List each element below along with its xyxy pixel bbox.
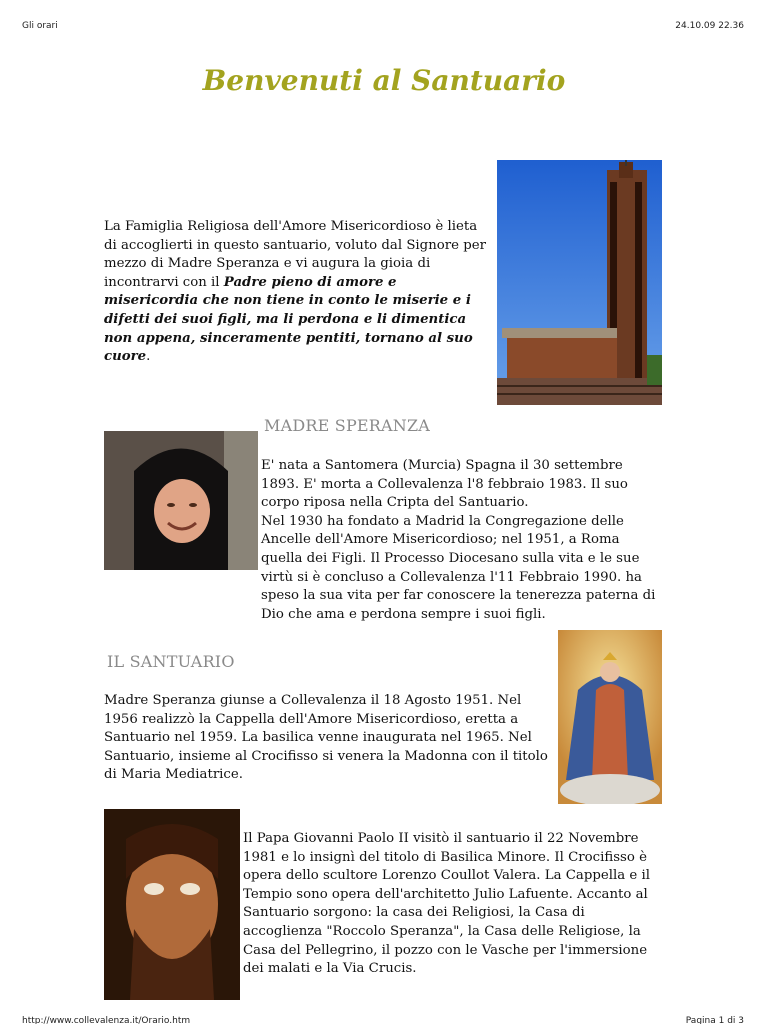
madre-speranza-text-1: E' nata a Santomera (Murcia) Spagna il 30 settembre 1893. E' morta a Collevalenza l'8 febbraio 1983. Il suo corpo riposa nella Cripta del Santuario. — [261, 458, 628, 511]
madre-speranza-heading: MADRE SPERANZA — [264, 416, 431, 435]
santuario-text: Madre Speranza giunse a Collevalenza il 18 Agosto 1951. Nel 1956 realizzò la Cappella dell'Amore Misericordioso, eretta a Santuario nel 1959. La basilica venne inaugurata nel 1965. Nel Santuario, insieme al Crocifisso si venera la Madonna con il titolo di Maria Mediatrice. — [104, 693, 548, 783]
madre-speranza-text — [261, 457, 661, 624]
madre-speranza-text-2: Nel 1930 ha fondato a Madrid la Congregazione delle Ancelle dell'Amore Misericordioso; nel 1951, a Roma quella dei Figli. Il Processo Diocesano sulla vita e le sue virtù si è concluso a Collevalenza l'11 Febbraio 1990. ha speso la sua vita per far conoscere la tenerezza paterna di Dio che ama e perdona sempre i suoi figli. — [261, 513, 656, 622]
intro-end: . — [146, 349, 151, 365]
intro-paragraph — [104, 218, 492, 367]
santuario-heading: IL SANTUARIO — [107, 652, 235, 671]
madre-speranza-photo — [104, 431, 258, 570]
print-footer-url: http://www.collevalenza.it/Orario.htm — [22, 1016, 191, 1024]
print-header-timestamp: 24.10.09 22.36 — [675, 21, 744, 31]
page-title: Benvenuti al Santuario — [202, 64, 566, 97]
madonna-image — [558, 630, 662, 804]
papa-visit-text: Il Papa Giovanni Paolo II visitò il santuario il 22 Novembre 1981 e lo insignì del titolo di Basilica Minore. Il Crocifisso è opera dello scultore Lorenzo Coullot Valera. La Cappella e il Tempio sono opera dell'architetto Julio Lafuente. Accanto al Santuario sorgono: la casa dei Religiosi, la Casa di accoglienza "Roccolo Speranza", la Casa delle Religiose, la Casa del Pellegrino, il pozzo con le Vasche per l'immersione dei malati e la Via Crucis. — [243, 831, 650, 977]
sanctuary-church-photo — [497, 160, 662, 405]
intro-text: La Famiglia Religiosa dell'Amore Misericordioso è lieta di accoglierti in questo santuario, voluto dal Signore per mezzo di Madre Speranza e vi augura la gioia di incontrarvi con il — [104, 219, 486, 290]
intro-emphasis: Padre pieno di amore e misericordia che non tiene in conto le miserie e i difetti dei suoi figli, ma li perdona e li dimentica non appena, sinceramente pentiti, tornano al suo cuore — [104, 274, 473, 365]
crucifix-face-image — [104, 809, 240, 1000]
print-header-left: Gli orari — [22, 21, 58, 31]
print-footer-page: Pagina 1 di 3 — [685, 1016, 744, 1024]
